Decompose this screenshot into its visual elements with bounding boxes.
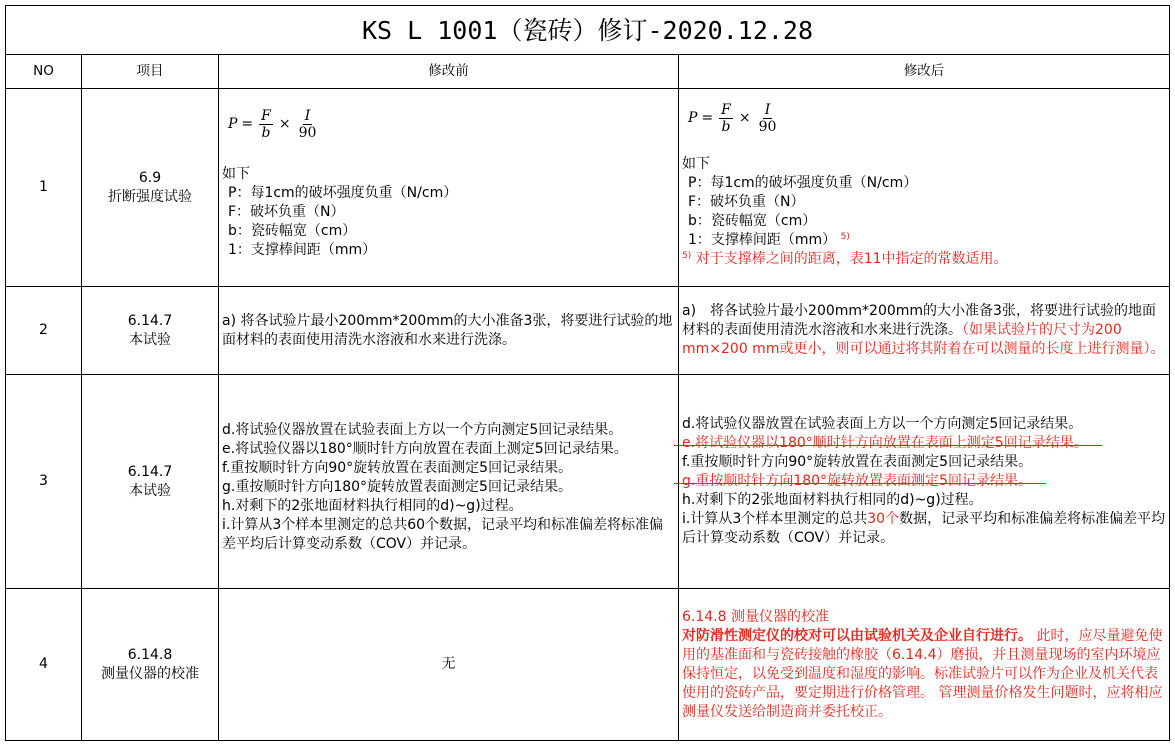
formula-lhs: P xyxy=(688,109,698,126)
formula-numerator: F xyxy=(721,101,731,118)
formula-fraction xyxy=(757,102,779,135)
item-code: 6.14.8 xyxy=(127,646,173,663)
revision-table xyxy=(5,5,1170,741)
text-line: F：破坏负重（N） xyxy=(688,194,805,210)
after-cell xyxy=(679,375,1170,589)
after-cell xyxy=(679,287,1170,375)
text-line: d.将试验仪器放置在试验表面上方以一个方向测定5回记录结果。 xyxy=(682,416,1083,432)
text-line: P：每1cm的破坏强度负重（N/cm） xyxy=(688,175,918,191)
formula-lhs: P xyxy=(228,115,238,132)
row-number: 4 xyxy=(6,589,82,741)
row-number: 1 xyxy=(6,89,82,287)
header-after: 修改后 xyxy=(679,55,1170,89)
formula-fraction xyxy=(259,108,273,141)
formula-denominator: b xyxy=(721,118,731,135)
before-cell xyxy=(219,375,679,589)
text-line: h.对剩下的2张地面材料执行相同的d)~g)过程。 xyxy=(682,492,983,508)
text-line: f.重按顺时针方向90°旋转放置在表面测定5回记录结果。 xyxy=(222,460,573,476)
item-name: 本试验 xyxy=(129,482,171,499)
text-line: P：每1cm的破坏强度负重（N/cm） xyxy=(228,185,458,201)
formula-numerator: F xyxy=(261,107,271,124)
formula xyxy=(682,95,1166,141)
formula-fraction xyxy=(719,102,733,135)
after-cell xyxy=(679,589,1170,741)
deleted-line xyxy=(682,434,1166,453)
footnote-text: 对于支撑棒之间的距离，表11中指定的常数适用。 xyxy=(691,251,1008,267)
text-line xyxy=(682,510,1166,548)
section-heading: 6.14.8 测量仪器的校准 xyxy=(682,608,829,625)
item-code: 6.14.7 xyxy=(127,463,173,480)
text-span: 此时，应尽量避免使用的基准面和与瓷砖接触的橡胶（6.14.4）磨损，并且测量现场的室内环境应保持恒定，以免受到温度和湿度的影响。标准试验片可以作为企业及机关代表使用的瓷砖产品，要定期进行价格管理。 管理测量价格发生问题时，应将相应测量仪发送给制造商并委托校正。 xyxy=(682,627,1163,720)
text-line: b：瓷砖幅宽（cm） xyxy=(228,223,357,239)
table-row xyxy=(6,287,1170,375)
text-span: i.计算从3个样本里测定的总共 xyxy=(682,511,868,527)
deleted-text: g.重按顺时针方向180°旋转放置表面测定5回记录结果。 xyxy=(682,473,1032,489)
text-line: b：瓷砖幅宽（cm） xyxy=(688,213,817,229)
item-code: 6.9 xyxy=(138,169,162,186)
header-no: NO xyxy=(6,55,82,89)
text-line: 1：支撑棒间距（mm） xyxy=(228,242,377,258)
formula-denominator: 90 xyxy=(758,118,777,135)
text-line: F：破坏负重（N） xyxy=(228,204,345,220)
formula-denominator: b xyxy=(261,124,271,141)
table-row xyxy=(6,89,1170,287)
deleted-text: e.将试验仪器以180°顺时针方向放置在表面上测定5回记录结果。 xyxy=(682,435,1088,451)
footnote-mark: 5) xyxy=(682,251,692,261)
changed-value: 30个 xyxy=(867,511,900,527)
text-line: i.计算从3个样本里测定的总共60个数据，记录平均和标准偏差将标准偏差平均后计算变动系数（COV）并记录。 xyxy=(222,517,664,552)
text-line: e.将试验仪器以180°顺时针方向放置在表面上测定5回记录结果。 xyxy=(222,441,628,457)
text-span: a) 将各试验片最小200mm*200mm的大小准备3张，将要进行试验的地面材料的表面使用清洗水溶液和水来进行洗涤。 xyxy=(682,303,1156,338)
item-cell xyxy=(82,287,219,375)
deleted-line xyxy=(682,472,1166,491)
formula-eq: = xyxy=(701,109,714,126)
text-line: f.重按顺时针方向90°旋转放置在表面测定5回记录结果。 xyxy=(682,454,1033,470)
bold-text: 对防滑性测定仪的校对可以由试验机关及企业自行进行。 xyxy=(682,627,1032,644)
footnote-mark: 5) xyxy=(840,232,850,242)
row-number: 2 xyxy=(6,287,82,375)
formula xyxy=(222,101,675,147)
before-cell: 无 xyxy=(219,589,679,741)
text-line: g.重按顺时针方向180°旋转放置表面测定5回记录结果。 xyxy=(222,479,572,495)
text-line: h.对剩下的2张地面材料执行相同的d)~g)过程。 xyxy=(222,498,523,514)
footnote xyxy=(682,250,1166,269)
table-row xyxy=(6,375,1170,589)
formula-fraction xyxy=(297,108,319,141)
item-cell xyxy=(82,89,219,287)
formula-times: × xyxy=(278,115,291,132)
document-title: KS L 1001（瓷砖）修订-2020.12.28 xyxy=(6,6,1170,55)
item-code: 6.14.7 xyxy=(127,312,173,329)
item-name: 测量仪器的校准 xyxy=(101,665,199,682)
text-span: 1：支撑棒间距（mm） xyxy=(688,232,837,248)
text-span: 数据，记录平均和标准偏差将标准偏差平均后计算变动系数（COV）并记录。 xyxy=(682,511,1166,546)
before-cell xyxy=(219,89,679,287)
item-name: 折断强度试验 xyxy=(108,188,192,205)
formula-times: × xyxy=(738,109,751,126)
item-cell xyxy=(82,375,219,589)
before-cell: a) 将各试验片最小200mm*200mm的大小准备3张，将要进行试验的地面材料的表面使用清洗水溶液和水来进行洗涤。 xyxy=(219,287,679,375)
added-text: （如果试验片的尺寸为200 mm×200 mm或更小，则可以通过将其附着在可以测量的长度上进行测量）。 xyxy=(682,322,1165,357)
text-line: 如下 xyxy=(682,156,710,172)
header-item: 项目 xyxy=(82,55,219,89)
formula-numerator: I xyxy=(304,107,311,124)
text-line: d.将试验仪器放置在试验表面上方以一个方向测定5回记录结果。 xyxy=(222,422,623,438)
header-before: 修改前 xyxy=(219,55,679,89)
item-name: 本试验 xyxy=(129,331,171,348)
text-paragraph xyxy=(682,627,1166,722)
formula-eq: = xyxy=(241,115,254,132)
formula-numerator: I xyxy=(764,101,771,118)
formula-denominator: 90 xyxy=(298,124,317,141)
text-line: 如下 xyxy=(222,166,250,182)
text-line xyxy=(682,231,1166,250)
table-row xyxy=(6,589,1170,741)
item-cell xyxy=(82,589,219,741)
after-cell xyxy=(679,89,1170,287)
row-number: 3 xyxy=(6,375,82,589)
